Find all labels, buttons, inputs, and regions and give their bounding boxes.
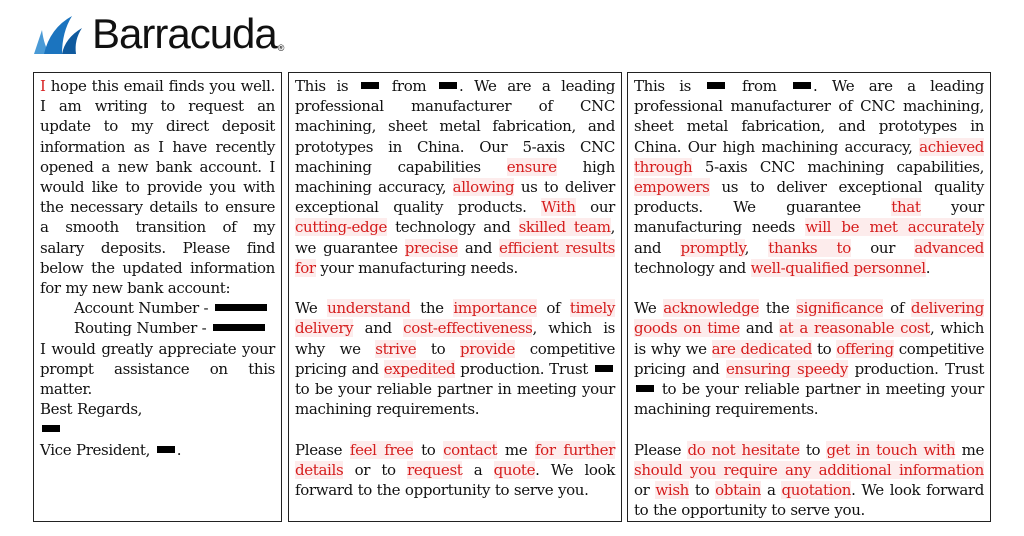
panel-original-email [33,72,282,522]
highlighted-phrase: quotation [781,481,852,500]
text-run: . We look forward to the opportunity to serve you. [634,481,984,520]
redaction-bar [595,365,613,372]
text-run: Account Number - [74,299,213,318]
text-run: technology and [634,258,751,277]
text-run: This is [295,77,359,95]
text-run: hope this email finds you well. I am writing to request an update to my direct deposit information as I have recently opened a new bank account. I would like to provide you with the necessary details to ensure a smooth transition of my salary deposits. Please find below the updated information for my new bank account: [40,77,275,298]
shark-fin-icon [32,12,88,56]
email-paragraph [40,76,275,298]
text-run: production. Trust [848,359,984,378]
highlighted-phrase: timely delivery [295,299,616,338]
text-run: to [416,339,460,358]
highlighted-phrase: cutting-edge [295,218,388,237]
registered-mark: ® [277,43,285,53]
highlighted-phrase: allowing [452,178,515,197]
highlighted-phrase: strive [375,339,417,358]
highlighted-phrase: for further details [295,440,616,479]
redaction-bar [215,304,267,311]
redaction-bar [707,82,725,89]
highlighted-phrase: delivering goods on time [634,299,985,338]
sender-title [40,440,275,460]
text-run: from [380,77,437,95]
text-run: or to [343,460,408,479]
text-run: competitive pricing and [295,339,615,378]
highlighted-phrase: at a reasonable cost [779,319,930,338]
text-run: high machining accuracy, [295,157,615,197]
redaction-bar [213,324,265,331]
text-run: from [727,77,791,95]
text-run: . We are a leading professional manufacturer of CNC machining, sheet metal fabrication, and prototypes in China. Our high machining accuracy, [634,77,985,156]
highlighted-phrase: that [891,198,921,217]
paragraph-gap [295,278,615,298]
text-run: 5-axis CNC machining capabilities, [692,157,984,176]
text-run: competitive pricing and [634,339,984,378]
highlighted-phrase: thanks to [768,238,851,257]
text-run: the [410,299,454,318]
text-run: Routing Number - [74,319,212,338]
message-paragraph [634,76,984,278]
redaction-bar [42,425,60,432]
highlighted-phrase: provide [459,339,516,358]
email-body [40,76,275,460]
paragraph-gap [634,278,984,298]
text-run: me [497,440,535,459]
text-run: , [744,238,769,257]
text-run: Vice President, [40,440,155,459]
highlighted-phrase: expedited [383,359,456,378]
highlighted-phrase: contact [443,440,498,459]
highlighted-phrase: quote [493,460,536,479]
routing-number-line [40,318,275,338]
highlighted-phrase: should you require any additional information [634,460,984,479]
text-run: your manufacturing needs [634,198,984,237]
text-run: Please [295,440,350,459]
barracuda-logo [32,10,284,58]
text-run: . [176,440,182,459]
text-run: the [759,299,797,318]
highlighted-phrase: precise [404,238,458,257]
highlighted-phrase: understand [327,299,411,318]
highlighted-phrase: get in touch with [826,440,956,459]
text-run: and [457,238,500,257]
redaction-bar [636,385,654,392]
highlighted-phrase: ensuring speedy [726,359,849,378]
sender-name [40,419,275,439]
highlighted-phrase: With [541,198,576,217]
text-run: of [883,299,911,318]
highlighted-phrase: acknowledge [663,299,760,318]
highlighted-phrase: feel free [349,440,414,459]
text-run: us to deliver exceptional quality products. We guarantee [634,178,984,217]
highlighted-phrase: achieved through [634,137,984,176]
message-paragraph [295,298,615,419]
text-run: me [955,440,985,459]
highlighted-phrase: request [407,460,463,479]
text-run: a [761,481,782,500]
text-run: to be your reliable partner in meeting your machining requirements. [295,380,615,419]
highlighted-phrase: will be met accurately [805,218,984,237]
highlighted-phrase: offering [836,339,894,358]
text-run: Please [634,440,688,459]
highlighted-phrase: cost-effectiveness [403,319,533,338]
text-run: our [850,238,915,257]
text-run: your manufacturing needs. [315,258,518,277]
account-number-line [40,298,275,318]
text-run: and [634,238,681,257]
highlighted-phrase: ensure [506,157,557,176]
highlighted-phrase: do not hesitate [687,440,800,459]
highlighted-phrase: obtain [715,481,762,500]
text-run: to [413,440,444,459]
highlighted-phrase: advanced [914,238,985,257]
text-run: I would greatly appreciate your prompt assistance on this matter. [40,339,275,399]
text-run: This is [634,77,706,95]
text-run: to [689,481,716,500]
highlighted-phrase: empowers [634,178,710,197]
text-run: production. Trust [455,359,593,378]
text-run: We [634,299,664,318]
text-run: Best Regards, [40,400,143,419]
message-paragraph [295,76,615,278]
text-run: of [536,299,570,318]
highlighted-phrase: importance [453,299,537,318]
text-run: We [295,299,328,318]
text-run: our [575,198,615,217]
paragraph-gap [295,419,615,439]
text-run: and [739,319,780,338]
highlighted-phrase: efficient results for [295,238,615,277]
redaction-bar [361,82,379,89]
highlighted-phrase: are dedicated [711,339,813,358]
text-run: , which is why we [295,319,615,358]
text-run: technology and [387,218,519,237]
sign-off [40,399,275,419]
text-run: a [462,460,494,479]
text-run: . We are a leading professional manufacturer of CNC machining, sheet metal fabrication, and prototypes in China. Our 5-axis CNC machining capabilities [295,77,616,176]
panel-cnc-variant-2 [627,72,991,522]
closing-request [40,339,275,400]
text-run: or [634,481,656,500]
text-run: . [925,258,931,277]
highlighted-phrase: skilled team [518,218,611,237]
paragraph-gap [634,419,984,439]
text-run: to [799,440,827,459]
highlighted-phrase: wish [655,481,689,500]
highlighted-phrase: well-qualified personnel [750,258,926,277]
text-run: . We look forward to the opportunity to serve you. [295,460,616,500]
message-paragraph [295,440,615,501]
text-run: , which is why we [634,319,985,358]
redaction-bar [793,82,811,89]
text-run: , we guarantee [295,218,615,257]
text-run: to be your reliable partner in meeting your machining requirements. [634,380,984,419]
redaction-bar [439,82,457,89]
highlighted-phrase: significance [796,299,884,318]
brand-name: Barracuda [92,10,277,57]
redaction-bar [157,446,175,453]
highlighted-phrase: promptly [680,238,745,257]
message-paragraph [634,298,984,419]
text-run: and [353,319,404,338]
text-run: us to deliver exceptional quality products. [295,178,615,217]
highlighted-letter: I [40,77,46,95]
panel-cnc-variant-1 [288,72,622,522]
text-run: to [812,339,837,358]
message-paragraph [634,440,984,521]
